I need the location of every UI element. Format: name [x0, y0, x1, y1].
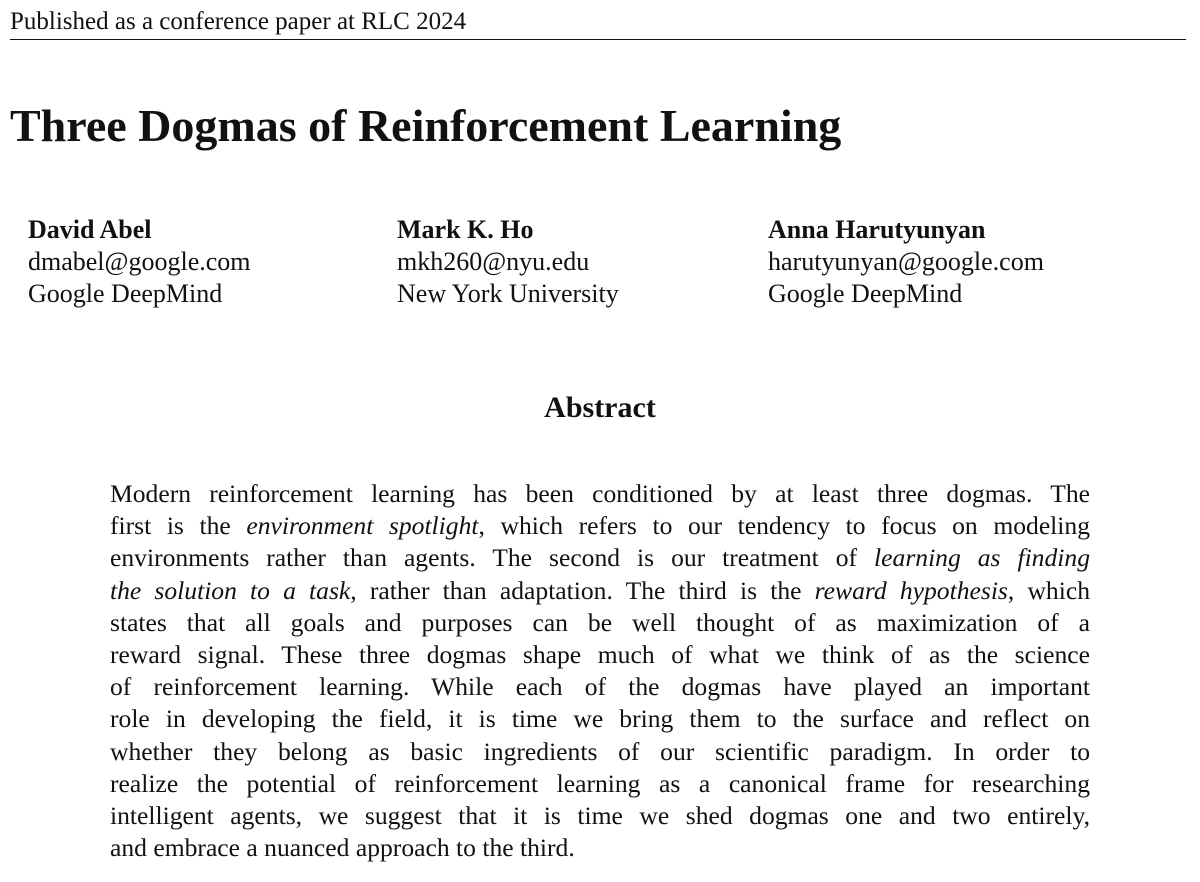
author-name: Anna Harutyunyan: [768, 215, 986, 244]
author-name: Mark K. Ho: [397, 215, 534, 244]
abstract-line: [110, 671, 1090, 703]
abstract-line: [110, 639, 1090, 671]
text-segment: states that all goals and purposes can be well thought of as maximization of a: [110, 607, 1090, 637]
author-block: [28, 214, 251, 310]
author-name: David Abel: [28, 215, 152, 244]
text-segment: whether they belong as basic ingredients of our scientific paradigm. In order to: [110, 736, 1090, 766]
abstract-line: [110, 800, 1090, 832]
header-rule: [10, 39, 1186, 40]
emphasized-text: learning as finding: [874, 543, 1090, 573]
running-head: Published as a conference paper at RLC 2024: [10, 8, 467, 35]
author-affiliation: Google DeepMind: [28, 279, 223, 308]
author-block: [397, 214, 619, 310]
text-segment: of reinforcement learning. While each of the dogmas have played an important: [110, 672, 1090, 702]
author-email: harutyunyan@google.com: [768, 247, 1044, 276]
abstract-line: [110, 768, 1090, 800]
author-affiliation: Google DeepMind: [768, 279, 963, 308]
text-segment: realize the potential of reinforcement learning as a canonical frame for researching: [110, 768, 1090, 798]
abstract-line: [110, 542, 1090, 574]
abstract-line: [110, 703, 1090, 735]
abstract-line: [110, 478, 1090, 510]
author-block: [768, 214, 1044, 310]
emphasized-text: the solution to a task: [110, 575, 351, 605]
text-segment: first is the: [110, 511, 247, 541]
abstract-line: [110, 510, 1090, 542]
text-segment: , rather than adaptation. The third is the: [350, 575, 815, 605]
text-segment: Modern reinforcement learning has been conditioned by at least three dogmas. The: [110, 479, 1090, 508]
text-segment: environments rather than agents. The second is our treatment of: [110, 543, 875, 573]
text-segment: reward signal. These three dogmas shape much of what we think of as the science: [110, 640, 1090, 670]
text-segment: intelligent agents, we suggest that it is time we shed dogmas one and two entirely,: [110, 801, 1090, 831]
author-email: dmabel@google.com: [28, 247, 251, 276]
abstract-line: [110, 575, 1090, 607]
abstract-line: [110, 607, 1090, 639]
emphasized-text: reward hypothesis: [814, 575, 1008, 605]
paper-title: Three Dogmas of Reinforcement Learning: [10, 100, 842, 151]
abstract-line: [110, 736, 1090, 768]
author-email: mkh260@nyu.edu: [397, 247, 590, 276]
text-segment: , which: [1007, 575, 1090, 605]
abstract-line: [110, 832, 1090, 864]
text-segment: , which refers to our tendency to focus on modeling: [478, 511, 1090, 541]
author-affiliation: New York University: [397, 279, 619, 308]
text-segment: and embrace a nuanced approach to the third.: [110, 833, 575, 863]
emphasized-text: environment spotlight: [246, 511, 479, 541]
abstract-body: [110, 478, 1090, 864]
abstract-heading: Abstract: [544, 391, 656, 424]
text-segment: role in developing the field, it is time we bring them to the surface and reflect on: [110, 704, 1090, 734]
